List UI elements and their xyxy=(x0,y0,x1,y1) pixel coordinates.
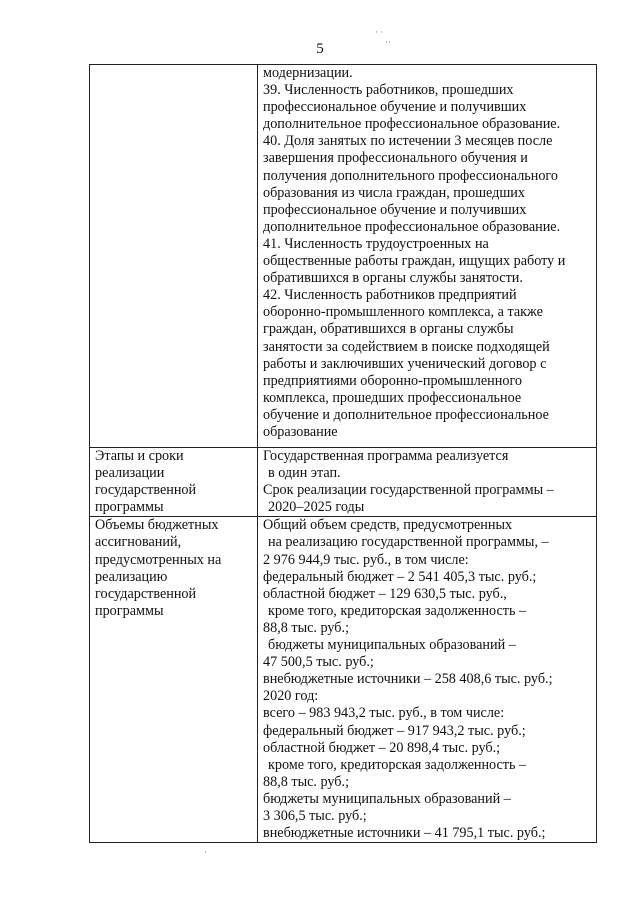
budget-line: кроме того, кредиторская задолженность – xyxy=(268,602,527,619)
budget-line: внебюджетные источники – 41 795,1 тыс. руб.; xyxy=(263,825,546,842)
budget-line: бюджеты муниципальных образований – xyxy=(263,790,511,807)
indicator-line: завершения профессионального обучения и xyxy=(263,150,528,167)
scan-artifact: ·· xyxy=(385,37,391,47)
indicator-line: граждан, обратившихся в органы службы xyxy=(263,321,514,338)
budget-label-line: предусмотренных на xyxy=(95,551,222,568)
indicator-line: общественные работы граждан, ищущих работу и xyxy=(263,253,566,270)
budget-line: федеральный бюджет – 2 541 405,3 тыс. руб.; xyxy=(263,568,537,585)
stages-value-cell xyxy=(258,448,597,517)
scan-artifact: · xyxy=(204,847,207,857)
budget-line: 3 306,5 тыс. руб.; xyxy=(263,807,367,824)
indicator-line: предприятиями оборонно-промышленного xyxy=(263,372,523,389)
indicator-line: оборонно-промышленного комплекса, а также xyxy=(263,304,543,321)
indicator-line: образование xyxy=(263,423,338,440)
table-row-indicators xyxy=(90,65,597,448)
indicator-line: обратившихся в органы службы занятости. xyxy=(263,270,523,287)
indicator-line: получения дополнительного профессионального xyxy=(263,167,558,184)
indicator-line: дополнительное профессиональное образование. xyxy=(263,116,561,133)
stages-line: Государственная программа реализуется xyxy=(263,448,509,464)
stages-line: 2020–2025 годы xyxy=(268,499,365,516)
stages-line: в один этап. xyxy=(268,465,341,482)
passport-table xyxy=(89,64,597,843)
indicator-line: модернизации. xyxy=(263,65,353,81)
indicator-line: обучение и дополнительное профессиональное xyxy=(263,406,549,423)
indicator-line: 41. Численность трудоустроенных на xyxy=(263,235,489,252)
indicator-line: 40. Доля занятых по истечении 3 месяцев после xyxy=(263,133,553,150)
indicator-line: дополнительное профессиональное образование. xyxy=(263,218,561,235)
indicator-line: профессиональное обучение и получивших xyxy=(263,201,527,218)
indicator-line: 42. Численность работников предприятий xyxy=(263,287,517,304)
budget-label-line: ассигнований, xyxy=(95,534,182,551)
budget-line: Общий объем средств, предусмотренных xyxy=(263,517,513,534)
budget-value-cell xyxy=(258,517,597,843)
budget-label-line: реализацию xyxy=(95,568,168,585)
stages-label-line: реализации xyxy=(95,465,165,482)
page-number: 5 xyxy=(316,41,324,57)
table-row-budget xyxy=(90,517,597,843)
budget-line: на реализацию государственной программы, – xyxy=(268,534,549,551)
budget-label-cell xyxy=(90,517,258,843)
budget-line: всего – 983 943,2 тыс. руб., в том числе: xyxy=(263,705,505,722)
budget-line: внебюджетные источники – 258 408,6 тыс. руб.; xyxy=(263,671,553,688)
budget-line: 2020 год: xyxy=(263,688,319,705)
budget-line: 88,8 тыс. руб.; xyxy=(263,619,350,636)
budget-label-line: Объемы бюджетных xyxy=(95,517,219,534)
indicator-line: работы и заключивших ученический договор с xyxy=(263,355,547,372)
budget-line: федеральный бюджет – 917 943,2 тыс. руб.; xyxy=(263,722,526,739)
indicator-line: занятости за содействием в поиске подходящей xyxy=(263,338,550,355)
budget-line: 88,8 тыс. руб.; xyxy=(263,773,350,790)
scan-artifact: · · xyxy=(375,27,384,37)
budget-line: кроме того, кредиторская задолженность – xyxy=(268,756,527,773)
indicators-cell xyxy=(258,65,597,448)
budget-line: бюджеты муниципальных образований – xyxy=(268,637,516,654)
budget-label-line: государственной xyxy=(95,585,197,602)
budget-line: областной бюджет – 20 898,4 тыс. руб.; xyxy=(263,739,501,756)
indicator-line: 39. Численность работников, прошедших xyxy=(263,82,514,99)
indicator-line: комплекса, прошедших профессиональное xyxy=(263,389,522,406)
budget-label-line: программы xyxy=(95,602,164,619)
budget-line: 2 976 944,9 тыс. руб., в том числе: xyxy=(263,551,469,568)
left-cell-empty xyxy=(90,65,258,448)
indicator-line: профессиональное обучение и получивших xyxy=(263,99,527,116)
budget-line: 47 500,5 тыс. руб.; xyxy=(263,654,374,671)
stages-label-cell xyxy=(90,448,258,517)
stages-label-line: Этапы и сроки xyxy=(95,448,184,464)
stages-label-line: программы xyxy=(95,499,164,516)
table-row-stages xyxy=(90,448,597,517)
budget-line: областной бюджет – 129 630,5 тыс. руб., xyxy=(263,585,507,602)
stages-line: Срок реализации государственной программы – xyxy=(263,482,554,499)
stages-label-line: государственной xyxy=(95,482,197,499)
indicator-line: образования из числа граждан, прошедших xyxy=(263,184,525,201)
